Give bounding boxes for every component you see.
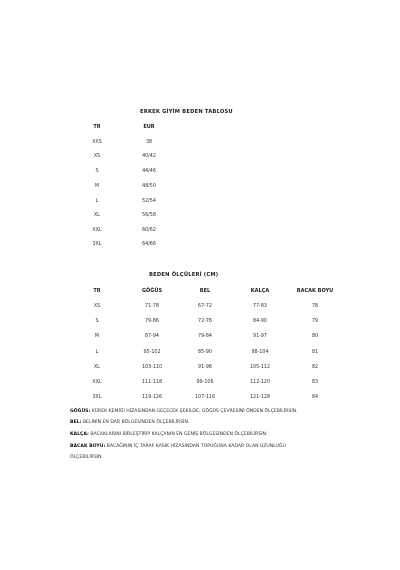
measurements-cell: 79 xyxy=(311,319,319,324)
measurements-cell: 3XL xyxy=(92,395,102,400)
measurements-cell: 112-120 xyxy=(249,380,271,385)
size-chart-cell: M xyxy=(94,184,100,189)
size-chart-cell: 44/46 xyxy=(142,169,156,174)
measurements-cell: 67-72 xyxy=(198,304,212,309)
measurements-cell: 87-94 xyxy=(145,334,159,339)
measurements-cell: XS xyxy=(93,304,101,309)
measurements-cell: 111-118 xyxy=(141,380,163,385)
size-chart-cell: 38 xyxy=(145,140,153,145)
measurements-cell: 72-78 xyxy=(198,319,212,324)
measurements-cell: 77-83 xyxy=(253,304,267,309)
measurements-cell: 78 xyxy=(311,304,319,309)
measurements-cell: 83 xyxy=(311,380,319,385)
measurements-cell: 105-112 xyxy=(249,365,271,370)
note-text: BELİNİN EN DAR BÖLGESİNDEN ÖLÇEBİLİRSİN. xyxy=(82,420,190,425)
measurements-header-tr: TR xyxy=(93,288,101,294)
measurements-cell: 119-126 xyxy=(141,395,163,400)
size-chart-cell: 56/58 xyxy=(142,213,156,218)
measurements-header-hip: KALÇA xyxy=(250,288,270,294)
measurements-cell: 91-97 xyxy=(253,334,267,339)
size-chart-cell: XXL xyxy=(92,228,102,233)
note-label: BACAK BOYU: xyxy=(70,444,106,449)
note-waist xyxy=(70,420,189,425)
size-chart-cell: 60/62 xyxy=(142,228,156,233)
measurements-title: BEDEN ÖLÇÜLERİ (CM) xyxy=(149,272,219,278)
measurements-cell: 91-98 xyxy=(198,365,212,370)
measurements-header-chest: GÖĞÜS xyxy=(141,288,163,294)
measurements-cell: 121-128 xyxy=(249,395,271,400)
measurements-header-waist: BEL xyxy=(199,288,211,294)
note-hip xyxy=(70,432,268,437)
measurements-cell: 95-102 xyxy=(143,350,161,355)
measurements-cell: XXL xyxy=(92,380,102,385)
measurements-cell: XL xyxy=(94,365,100,370)
size-chart-title: ERKEK GİYİM BEDEN TABLOSU xyxy=(140,109,233,115)
size-chart-cell: L xyxy=(95,199,99,204)
measurements-cell: 107-116 xyxy=(194,395,216,400)
size-chart-cell: XL xyxy=(94,213,100,218)
note-label: KALÇA: xyxy=(70,432,89,437)
measurements-cell: 71-78 xyxy=(145,304,159,309)
note-leg-length xyxy=(70,444,286,449)
size-chart-cell: 40/42 xyxy=(142,154,156,159)
size-chart-cell: 64/66 xyxy=(142,242,156,247)
measurements-cell: 84-90 xyxy=(253,319,267,324)
measurements-cell: 79-84 xyxy=(198,334,212,339)
size-chart-cell: 52/54 xyxy=(142,199,156,204)
note-leg-length-continued: ÖLÇEBİLİRSİN. xyxy=(70,455,104,460)
note-text: KÜREK KEMİĞİ HİZASINDAN GEÇECEK ŞEKİLDE, GÖĞÜS ÇEVRESİNİ ÖNDEN ÖLÇEBİLİRSİN. xyxy=(91,409,298,414)
note-label: GÖĞÜS: xyxy=(70,409,91,414)
size-chart-cell: XXS xyxy=(92,140,102,145)
measurements-cell: 82 xyxy=(311,365,319,370)
size-chart-cell: XS xyxy=(93,154,101,159)
size-chart-cell: S xyxy=(95,169,99,174)
measurements-cell: 99-106 xyxy=(196,380,214,385)
measurements-cell: 98-104 xyxy=(251,350,269,355)
size-chart-cell: 48/50 xyxy=(142,184,156,189)
note-chest xyxy=(70,409,298,414)
size-chart-header-eur: EUR xyxy=(143,124,155,130)
note-text: BACAĞININ İÇ TARAF KASIK HİZASINDAN TOPUĞUNA KADAR OLAN UZUNLUĞU xyxy=(106,444,286,449)
measurements-cell: L xyxy=(95,350,99,355)
note-text: BACAKLARINI BİRLEŞTİRİP KALÇANIN EN GENİŞ BÖLGESİNDEN ÖLÇEBİLİRSİN. xyxy=(90,432,268,437)
measurements-cell: 103-110 xyxy=(141,365,163,370)
note-label: BEL: xyxy=(70,420,82,425)
measurements-cell: 84 xyxy=(311,395,319,400)
measurements-header-leg-length: BACAK BOYU xyxy=(296,288,334,294)
measurements-cell: 85-90 xyxy=(198,350,212,355)
measurements-cell: M xyxy=(94,334,100,339)
measurements-cell: 80 xyxy=(311,334,319,339)
measurements-cell: 79-86 xyxy=(145,319,159,324)
measurements-cell: S xyxy=(95,319,99,324)
size-chart-header-tr: TR xyxy=(93,124,101,130)
measurements-cell: 81 xyxy=(311,350,319,355)
size-chart-cell: 3XL xyxy=(92,242,102,247)
